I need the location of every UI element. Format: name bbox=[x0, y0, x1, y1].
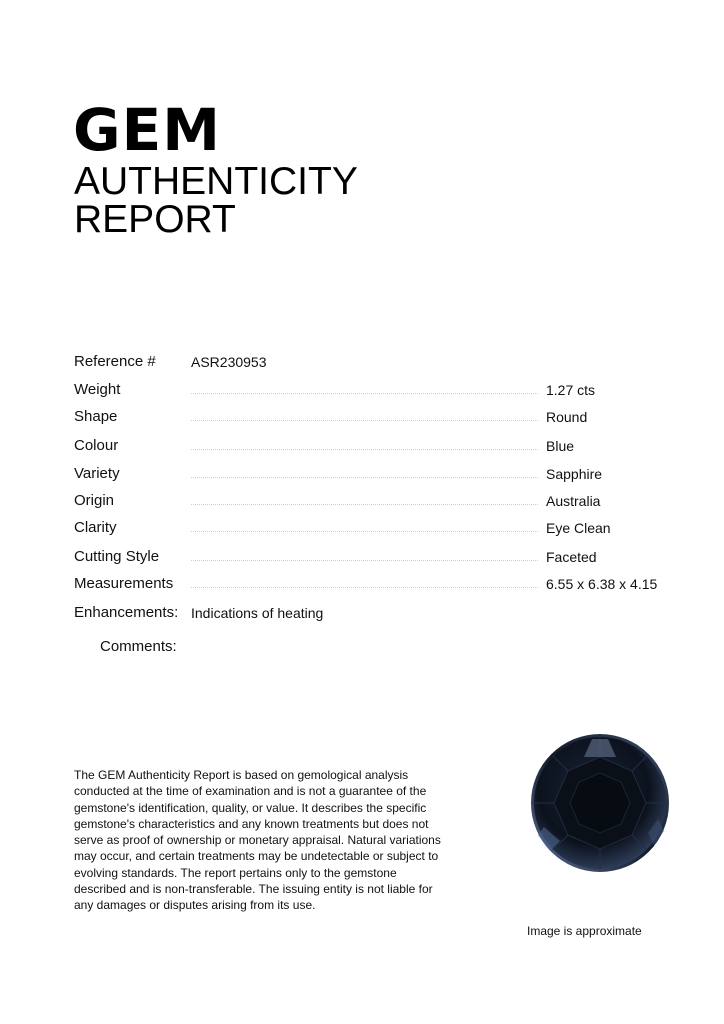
reference-label: Reference # bbox=[74, 353, 156, 370]
detail-value: 1.27 cts bbox=[546, 382, 596, 398]
leader-line bbox=[191, 420, 538, 421]
enhancements-label: Enhancements: bbox=[74, 604, 179, 621]
leader-line bbox=[191, 393, 538, 394]
leader-line bbox=[191, 560, 538, 561]
detail-row-shape bbox=[74, 408, 674, 428]
detail-value: Eye Clean bbox=[546, 520, 611, 536]
detail-row-variety bbox=[74, 465, 674, 485]
detail-row-weight bbox=[74, 381, 674, 401]
detail-label: Shape bbox=[74, 408, 118, 425]
detail-label: Variety bbox=[74, 465, 120, 482]
detail-row-clarity bbox=[74, 519, 674, 539]
leader-line bbox=[191, 504, 538, 505]
detail-label: Weight bbox=[74, 381, 121, 398]
detail-row-measurements bbox=[74, 575, 674, 595]
detail-value: Australia bbox=[546, 493, 601, 509]
leader-line bbox=[191, 531, 538, 532]
detail-label: Measurements bbox=[74, 575, 174, 592]
report-subtitle: AUTHENTICITY REPORT bbox=[74, 160, 358, 241]
leader-line bbox=[191, 587, 538, 588]
report-title: GEM bbox=[73, 96, 221, 164]
detail-row-colour bbox=[74, 437, 674, 457]
sapphire-icon bbox=[520, 723, 680, 883]
image-caption: Image is approximate bbox=[527, 924, 642, 938]
detail-value: 6.55 x 6.38 x 4.15 bbox=[546, 576, 658, 592]
enhancements-value: Indications of heating bbox=[191, 605, 324, 621]
gemstone-image bbox=[520, 723, 680, 883]
leader-line bbox=[191, 449, 538, 450]
detail-row-cutting-style bbox=[74, 548, 674, 568]
reference-value: ASR230953 bbox=[191, 354, 267, 370]
comments-label: Comments: bbox=[100, 638, 177, 655]
detail-label: Colour bbox=[74, 437, 119, 454]
disclaimer-text: The GEM Authenticity Report is based on gemological analysis conducted at the time of examination and is not a guarantee of the gemstone's identification, quality, or value. It describes the specific gemstone's characteristics and any known treatments but does not serve as proof of ownership or monetary appraisal. Natural variations may occur, and certain treatments may be undetectable or subject to evolving standards. The report pertains only to the gemstone described and is non-transferable. The issuing entity is not liable for any damages or disputes arising from its use. bbox=[74, 768, 441, 913]
detail-row-origin bbox=[74, 492, 674, 512]
detail-value: Blue bbox=[546, 438, 575, 454]
detail-label: Origin bbox=[74, 492, 115, 509]
detail-value: Round bbox=[546, 409, 588, 425]
detail-label: Clarity bbox=[74, 519, 117, 536]
detail-value: Faceted bbox=[546, 549, 597, 565]
detail-label: Cutting Style bbox=[74, 548, 160, 565]
detail-value: Sapphire bbox=[546, 466, 603, 482]
leader-line bbox=[191, 477, 538, 478]
